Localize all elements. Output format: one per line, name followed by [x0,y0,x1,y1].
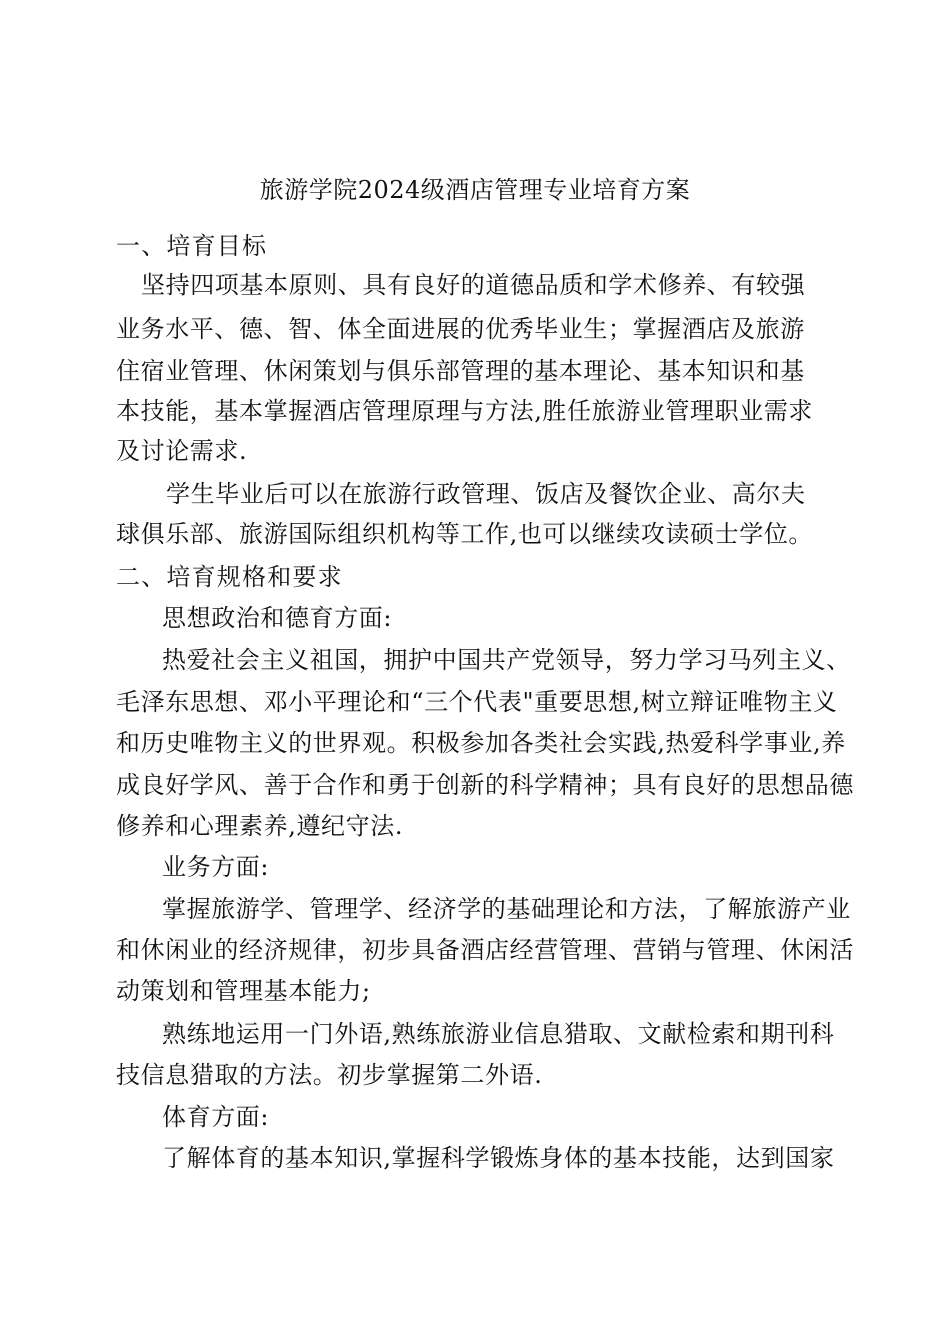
paragraph-line: 和休闲业的经济规律，初步具备酒店经营管理、营销与管理、休闲活 [116,936,854,964]
paragraph-line: 热爱社会主义祖国，拥护中国共产党领导，努力学习马列主义、 [162,646,851,674]
paragraph-line: 本技能，基本掌握酒店管理原理与方法,胜任旅游业管理职业需求 [116,397,814,425]
paragraph-line: 掌握旅游学、管理学、经济学的基础理论和方法，了解旅游产业 [162,895,851,923]
paragraph-line: 坚持四项基本原则、具有良好的道德品质和学术修养、有较强 [141,271,806,299]
paragraph-line: 球俱乐部、旅游国际组织机构等工作,也可以继续攻读硕士学位。 [116,520,814,548]
paragraph-line: 住宿业管理、休闲策划与俱乐部管理的基本理论、基本知识和基 [116,357,805,385]
paragraph-line: 动策划和管理基本能力; [116,977,371,1005]
subheading-moral: 思想政治和德育方面: [162,604,393,632]
subheading-business: 业务方面: [162,853,270,881]
paragraph-line: 成良好学风、善于合作和勇于创新的科学精神；具有良好的思想品德 [116,771,854,799]
paragraph-line: 修养和心理素养,遵纪守法. [116,812,404,840]
document-title: 旅游学院2024级酒店管理专业培育方案 [259,176,691,204]
paragraph-line: 学生毕业后可以在旅游行政管理、饭店及餐饮企业、高尔夫 [166,480,806,508]
paragraph-line: 业务水平、德、智、体全面进展的优秀毕业生；掌握酒店及旅游 [116,315,805,343]
section-heading-requirements: 二、培育规格和要求 [116,563,343,591]
section-heading-training-goal: 一、培育目标 [116,232,268,260]
paragraph-line: 及讨论需求. [116,437,248,465]
paragraph-line: 技信息猎取的方法。初步掌握第二外语. [116,1061,543,1089]
paragraph-line: 毛泽东思想、邓小平理论和“三个代表"重要思想,树立辩证唯物主义 [116,688,838,716]
subheading-sports: 体育方面: [162,1103,270,1131]
paragraph-line: 和历史唯物主义的世界观。积极参加各类社会实践,热爱科学事业,养 [116,729,846,757]
paragraph-line: 了解体育的基本知识,掌握科学锻炼身体的基本技能，达到国家 [162,1144,835,1172]
paragraph-line: 熟练地运用一门外语,熟练旅游业信息猎取、文献检索和期刊科 [162,1020,835,1048]
